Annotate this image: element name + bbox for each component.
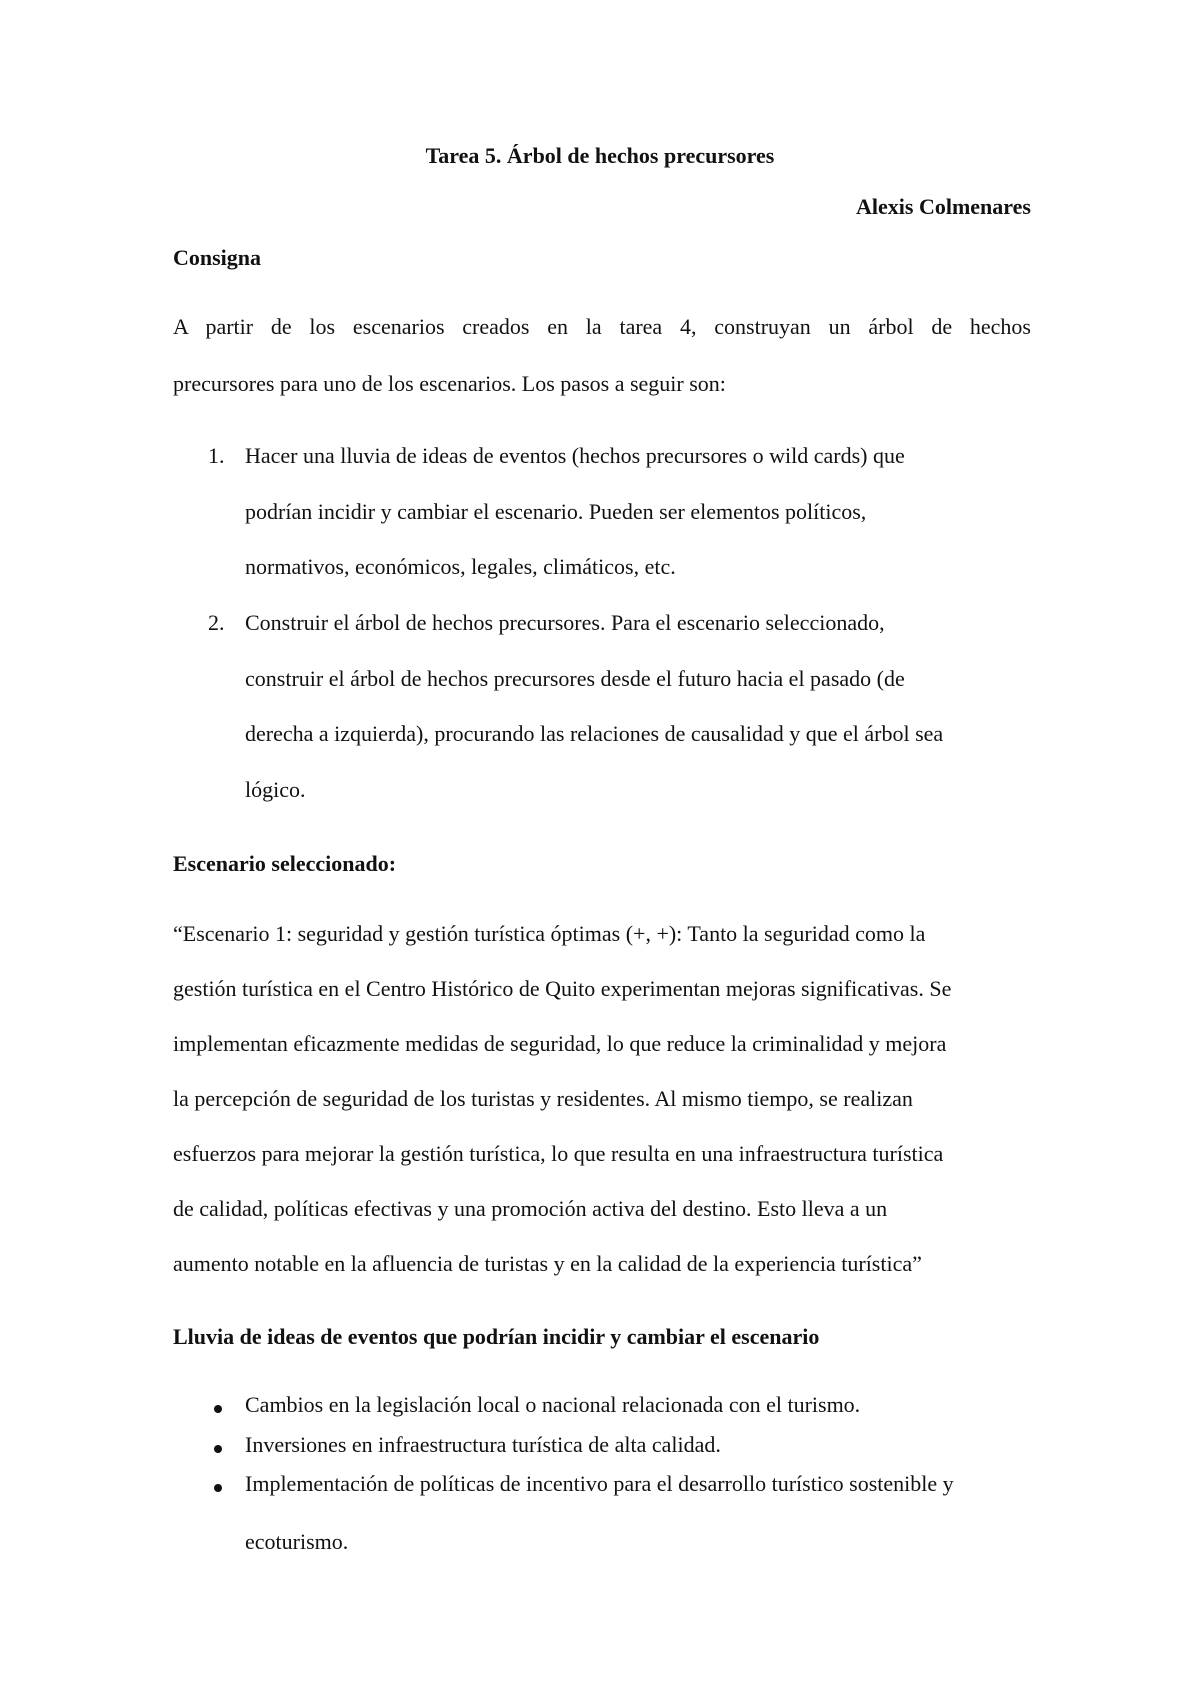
bullet-line: ecoturismo. xyxy=(245,1529,349,1554)
intro-line: A partir de los escenarios creados en la tarea 4, construyan un árbol de hechos xyxy=(173,314,1031,339)
intro-line: precursores para uno de los escenarios. Los pasos a seguir son: xyxy=(173,371,726,396)
scenario-line: la percepción de seguridad de los turistas y residentes. Al mismo tiempo, se realizan xyxy=(173,1086,913,1111)
scenario-line: esfuerzos para mejorar la gestión turística, lo que resulta en una infraestructura turística xyxy=(173,1141,944,1166)
scenario-line: implementan eficazmente medidas de seguridad, lo que reduce la criminalidad y mejora xyxy=(173,1031,947,1056)
scenario-heading: Escenario seleccionado: xyxy=(173,851,397,876)
step-line: Construir el árbol de hechos precursores. Para el escenario seleccionado, xyxy=(245,610,885,635)
scenario-line: “Escenario 1: seguridad y gestión turística óptimas (+, +): Tanto la seguridad como la xyxy=(173,921,926,946)
scenario-line: de calidad, políticas efectivas y una promoción activa del destino. Esto lleva a un xyxy=(173,1196,888,1221)
step-line: normativos, económicos, legales, climáticos, etc. xyxy=(245,554,676,579)
bullet-line: Implementación de políticas de incentivo para el desarrollo turístico sostenible y xyxy=(245,1471,954,1496)
bullet-icon xyxy=(214,1484,222,1492)
step-line: construir el árbol de hechos precursores desde el futuro hacia el pasado (de xyxy=(245,666,905,691)
step-line: podrían incidir y cambiar el escenario. Pueden ser elementos políticos, xyxy=(245,499,867,524)
document-title: Tarea 5. Árbol de hechos precursores xyxy=(425,143,775,168)
step-line: derecha a izquierda), procurando las relaciones de causalidad y que el árbol sea xyxy=(245,721,944,746)
brainstorm-heading: Lluvia de ideas de eventos que podrían incidir y cambiar el escenario xyxy=(173,1324,820,1349)
scenario-line: aumento notable en la afluencia de turistas y en la calidad de la experiencia turística” xyxy=(173,1251,922,1276)
bullet-line: Inversiones en infraestructura turística de alta calidad. xyxy=(245,1432,721,1457)
bullet-icon xyxy=(214,1405,222,1413)
consigna-heading: Consigna xyxy=(173,245,262,270)
step-number: 1. xyxy=(208,443,225,468)
step-line: Hacer una lluvia de ideas de eventos (hechos precursores o wild cards) que xyxy=(245,443,905,468)
step-number: 2. xyxy=(208,610,225,635)
scenario-line: gestión turística en el Centro Histórico de Quito experimentan mejoras significativas. Se xyxy=(173,976,952,1001)
bullet-icon xyxy=(214,1445,222,1453)
step-line: lógico. xyxy=(245,777,306,802)
author-name: Alexis Colmenares xyxy=(856,194,1031,219)
bullet-line: Cambios en la legislación local o nacional relacionada con el turismo. xyxy=(245,1392,861,1417)
